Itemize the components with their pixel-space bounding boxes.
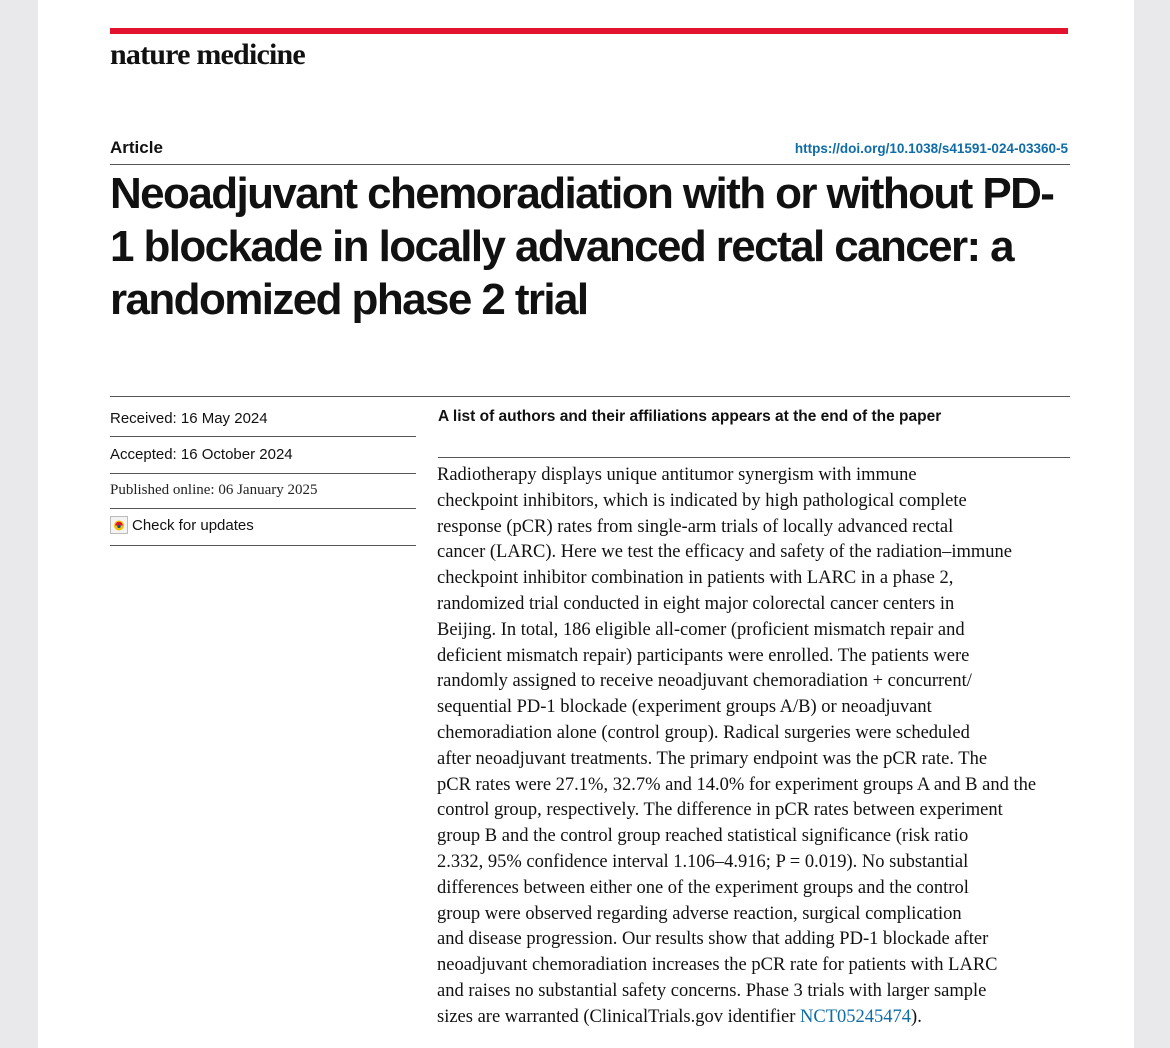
- accepted-date: Accepted: 16 October 2024: [110, 446, 293, 463]
- abstract-line: differences between either one of the experiment groups and the control: [437, 877, 969, 898]
- abstract-line: Beijing. In total, 186 eligible all-comer (proficient mismatch repair and: [437, 619, 965, 640]
- abstract-line: control group, respectively. The difference in pCR rates between experiment: [437, 800, 1003, 821]
- abstract-line: randomized trial conducted in eight major colorectal cancer centers in: [437, 593, 955, 614]
- abstract-last-line: [437, 1005, 1069, 1031]
- meta-divider: [110, 436, 416, 437]
- abstract-top-divider: [438, 457, 1070, 458]
- abstract-line: neoadjuvant chemoradiation increases the pCR rate for patients with LARC: [437, 955, 998, 976]
- abstract-line: response (pCR) rates from single-arm trials of locally advanced rectal: [437, 516, 954, 537]
- abstract-line: Radiotherapy displays unique antitumor synergism with immune: [437, 465, 917, 485]
- received-date: Received: 16 May 2024: [110, 410, 268, 427]
- abstract-line: cancer (LARC). Here we test the efficacy and safety of the radiation–immune: [437, 542, 1012, 563]
- check-updates-label: Check for updates: [132, 516, 254, 534]
- clinicaltrials-link[interactable]: NCT05245474: [800, 1006, 912, 1027]
- meta-divider: [110, 473, 416, 474]
- meta-bottom-divider: [110, 545, 416, 546]
- abstract-line: sequential PD-1 blockade (experiment groups A/B) or neoadjuvant: [437, 697, 932, 718]
- article-page: [38, 0, 1134, 1048]
- abstract-line: group B and the control group reached statistical significance (risk ratio: [437, 826, 969, 847]
- abstract: [437, 463, 1069, 1031]
- meta-divider: [110, 508, 416, 509]
- article-title: Neoadjuvant chemoradiation with or without PD-1 blockade in locally advanced rectal cancer: a randomized phase 2 trial: [110, 169, 1054, 324]
- abstract-line-text: sizes are warranted (ClinicalTrials.gov identifier: [437, 1006, 801, 1027]
- abstract-line: checkpoint inhibitor combination in patients with LARC in a phase 2,: [437, 568, 954, 589]
- abstract-line: pCR rates were 27.1%, 32.7% and 14.0% for experiment groups A and B and the: [437, 774, 1037, 795]
- meta-top-divider: [110, 396, 1070, 397]
- published-date: Published online: 06 January 2025: [110, 482, 318, 498]
- check-updates-icon: [110, 516, 128, 534]
- abstract-line: and disease progression. Our results show that adding PD-1 blockade after: [437, 929, 989, 950]
- abstract-line: chemoradiation alone (control group). Radical surgeries were scheduled: [437, 722, 970, 743]
- abstract-line: checkpoint inhibitors, which is indicated by high pathological complete: [437, 490, 967, 511]
- abstract-line: after neoadjuvant treatments. The primary endpoint was the pCR rate. The: [437, 748, 988, 769]
- abstract-line: deficient mismatch repair) participants were enrolled. The patients were: [437, 645, 970, 666]
- abstract-line: randomly assigned to receive neoadjuvant chemoradiation + concurrent/: [437, 671, 972, 692]
- abstract-line: 2.332, 95% confidence interval 1.106–4.916; P = 0.019). No substantial: [437, 851, 969, 872]
- abstract-line-text: ).: [911, 1006, 922, 1027]
- abstract-line: and raises no substantial safety concerns. Phase 3 trials with larger sample: [437, 980, 987, 1001]
- journal-red-rule: [110, 28, 1068, 34]
- authors-affiliations-note: A list of authors and their affiliations appears at the end of the paper: [438, 408, 942, 425]
- abstract-line: group were observed regarding adverse reaction, surgical complication: [437, 903, 962, 924]
- journal-name: nature medicine: [110, 38, 305, 71]
- doi-link[interactable]: https://doi.org/10.1038/s41591-024-03360-5: [794, 141, 1068, 156]
- article-type-label: Article: [110, 138, 163, 157]
- check-for-updates-button[interactable]: [110, 516, 254, 534]
- title-top-divider: [110, 164, 1070, 165]
